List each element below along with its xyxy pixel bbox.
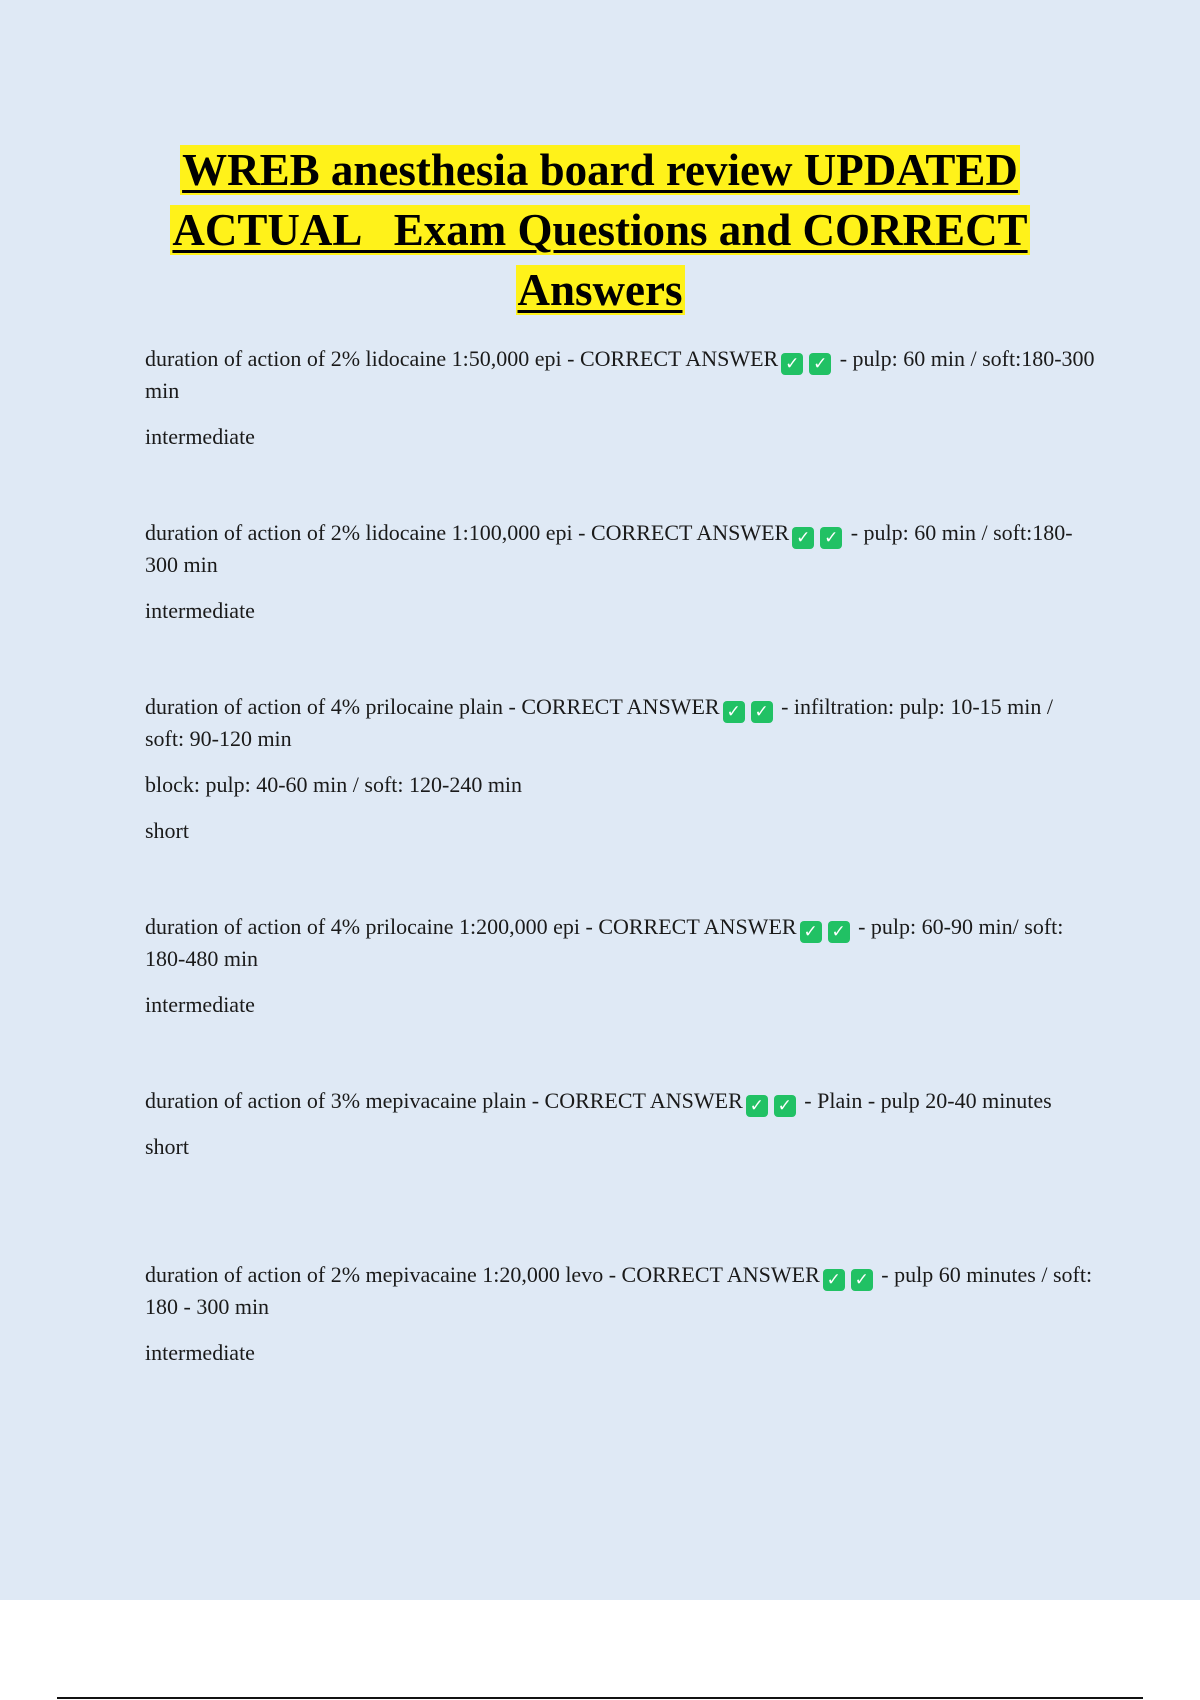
answer-text: - Plain - pulp 20-40 minutes [798,1088,1052,1113]
qa-note: short [145,1134,189,1159]
check-icon: ✓ [851,1269,873,1291]
answer-text: - pulp: 60 min / soft:180-300 min [145,346,1095,403]
qa-entry-4 [145,911,1095,1085]
check-icon: ✓ [751,701,773,723]
qa-entry-1 [145,343,1095,517]
answer-text: - pulp 60 minutes / soft: 180 - 300 min [145,1262,1093,1319]
qa-question-answer [145,691,1095,755]
check-icon: ✓ [774,1095,796,1117]
check-icon: ✓ [792,527,814,549]
question-text: duration of action of 4% prilocaine 1:200,000 epi - CORRECT ANSWER [145,914,797,939]
answer-text: - pulp: 60-90 min/ soft: 180-480 min [145,914,1064,971]
qa-note: intermediate [145,1340,255,1365]
answer-text: - infiltration: pulp: 10-15 min / soft: 90-120 min [145,694,1053,751]
qa-note: short [145,818,189,843]
qa-question-answer [145,911,1095,975]
title-line-1: WREB anesthesia board review UPDATED [182,145,1018,195]
qa-entry-6 [145,1259,1095,1433]
question-text: duration of action of 3% mepivacaine plain - CORRECT ANSWER [145,1088,743,1113]
check-icon: ✓ [820,527,842,549]
qa-entry-2 [145,517,1095,691]
title-line-3: Answers [517,265,683,315]
question-text: duration of action of 2% lidocaine 1:50,000 epi - CORRECT ANSWER [145,346,779,371]
qa-list [145,343,1095,1433]
qa-note: block: pulp: 40-60 min / soft: 120-240 min [145,772,523,797]
footer-rule [57,1697,1143,1699]
document-title [100,140,1100,320]
answer-text: - pulp: 60 min / soft:180-300 min [145,520,1073,577]
qa-note: intermediate [145,598,255,623]
check-icon: ✓ [723,701,745,723]
qa-entry-3 [145,691,1095,911]
check-icon: ✓ [809,353,831,375]
check-icon: ✓ [828,921,850,943]
qa-note: intermediate [145,992,255,1017]
check-icon: ✓ [800,921,822,943]
qa-question-answer [145,1259,1095,1323]
check-icon: ✓ [823,1269,845,1291]
check-icon: ✓ [746,1095,768,1117]
title-line-2: ACTUAL Exam Questions and CORRECT [172,205,1028,255]
check-icon: ✓ [781,353,803,375]
question-text: duration of action of 4% prilocaine plain - CORRECT ANSWER [145,694,720,719]
qa-question-answer [145,343,1095,407]
qa-question-answer [145,517,1095,581]
qa-entry-5 [145,1085,1095,1259]
question-text: duration of action of 2% lidocaine 1:100,000 epi - CORRECT ANSWER [145,520,790,545]
qa-question-answer [145,1085,1095,1117]
qa-note: intermediate [145,424,255,449]
question-text: duration of action of 2% mepivacaine 1:20,000 levo - CORRECT ANSWER [145,1262,820,1287]
